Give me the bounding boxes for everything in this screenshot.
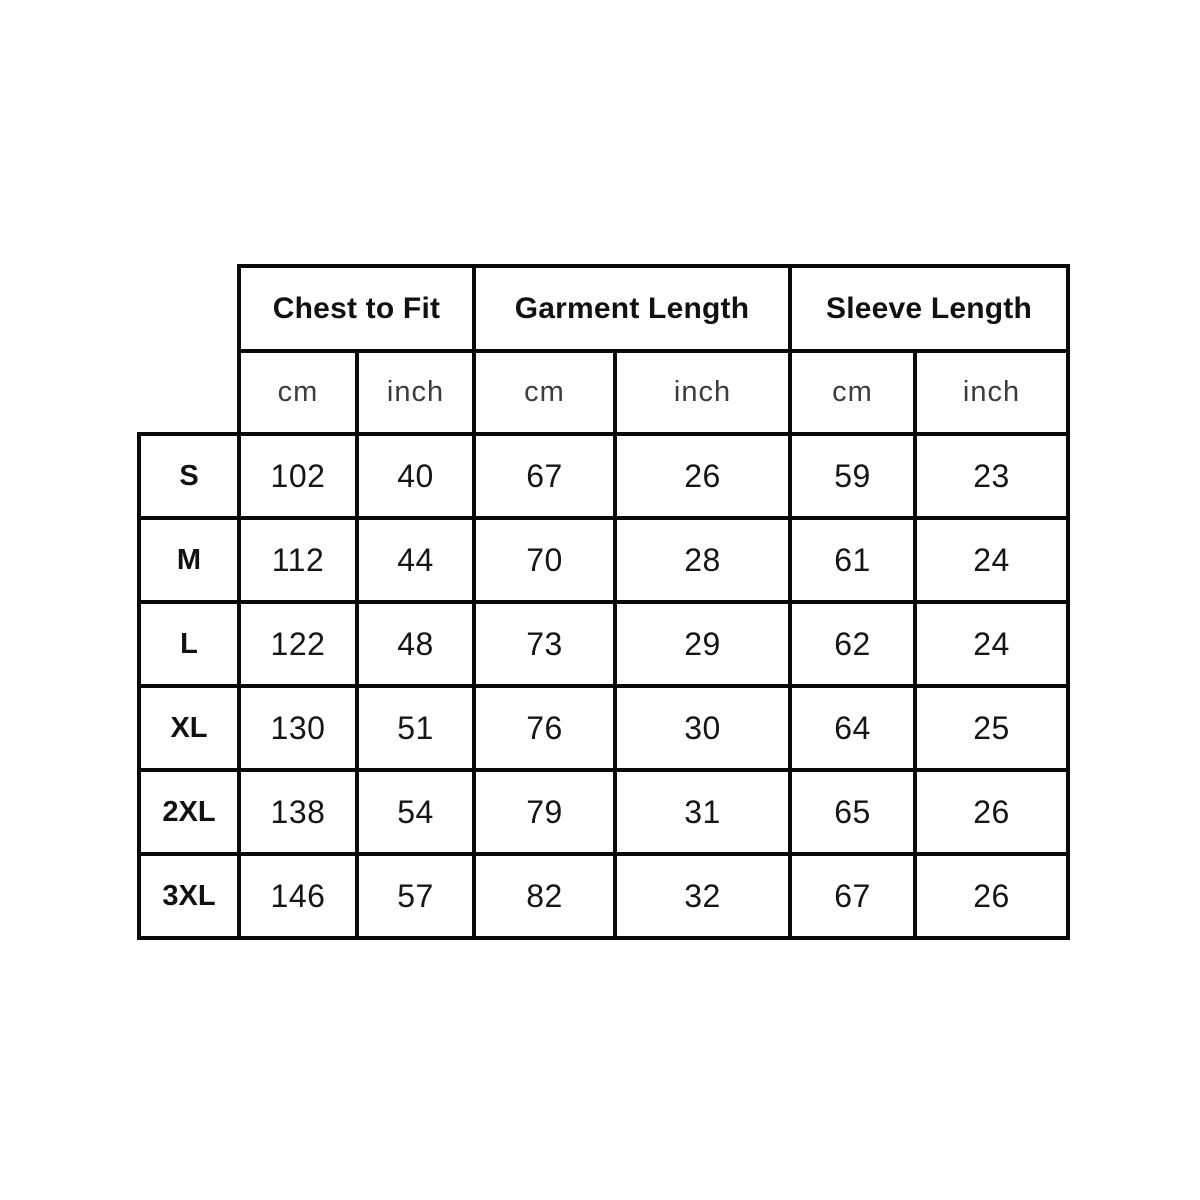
cell-value: 67 (474, 434, 615, 518)
cell-value: 48 (357, 602, 474, 686)
cell-value: 25 (915, 686, 1068, 770)
group-header-row (139, 266, 1068, 351)
cell-value: 59 (790, 434, 915, 518)
cell-value: 102 (239, 434, 357, 518)
size-label-2xl: 2XL (139, 770, 239, 854)
table-row-l (139, 602, 1068, 686)
cell-value: 28 (615, 518, 790, 602)
cell-value: 70 (474, 518, 615, 602)
corner-spacer (139, 351, 239, 434)
table-row-xl (139, 686, 1068, 770)
cell-value: 112 (239, 518, 357, 602)
cell-value: 31 (615, 770, 790, 854)
unit-header-garment-cm: cm (474, 351, 615, 434)
cell-value: 65 (790, 770, 915, 854)
size-label-l: L (139, 602, 239, 686)
cell-value: 26 (915, 854, 1068, 938)
cell-value: 44 (357, 518, 474, 602)
cell-value: 64 (790, 686, 915, 770)
corner-spacer (139, 266, 239, 351)
size-label-xl: XL (139, 686, 239, 770)
cell-value: 67 (790, 854, 915, 938)
cell-value: 23 (915, 434, 1068, 518)
cell-value: 57 (357, 854, 474, 938)
table-row-3xl (139, 854, 1068, 938)
cell-value: 73 (474, 602, 615, 686)
cell-value: 130 (239, 686, 357, 770)
cell-value: 138 (239, 770, 357, 854)
table-row-2xl (139, 770, 1068, 854)
size-chart-table (137, 264, 1070, 940)
unit-header-chest-cm: cm (239, 351, 357, 434)
cell-value: 122 (239, 602, 357, 686)
cell-value: 26 (615, 434, 790, 518)
cell-value: 26 (915, 770, 1068, 854)
cell-value: 79 (474, 770, 615, 854)
cell-value: 40 (357, 434, 474, 518)
cell-value: 54 (357, 770, 474, 854)
table-row-s (139, 434, 1068, 518)
cell-value: 61 (790, 518, 915, 602)
cell-value: 146 (239, 854, 357, 938)
unit-header-garment-inch: inch (615, 351, 790, 434)
size-label-m: M (139, 518, 239, 602)
cell-value: 82 (474, 854, 615, 938)
cell-value: 32 (615, 854, 790, 938)
cell-value: 76 (474, 686, 615, 770)
cell-value: 24 (915, 518, 1068, 602)
cell-value: 24 (915, 602, 1068, 686)
unit-header-chest-inch: inch (357, 351, 474, 434)
unit-header-sleeve-inch: inch (915, 351, 1068, 434)
size-label-3xl: 3XL (139, 854, 239, 938)
unit-header-sleeve-cm: cm (790, 351, 915, 434)
table-row-m (139, 518, 1068, 602)
size-label-s: S (139, 434, 239, 518)
unit-header-row (139, 351, 1068, 434)
cell-value: 51 (357, 686, 474, 770)
cell-value: 29 (615, 602, 790, 686)
cell-value: 30 (615, 686, 790, 770)
column-group-chest-to-fit: Chest to Fit (239, 266, 474, 351)
column-group-sleeve-length: Sleeve Length (790, 266, 1068, 351)
column-group-garment-length: Garment Length (474, 266, 790, 351)
cell-value: 62 (790, 602, 915, 686)
